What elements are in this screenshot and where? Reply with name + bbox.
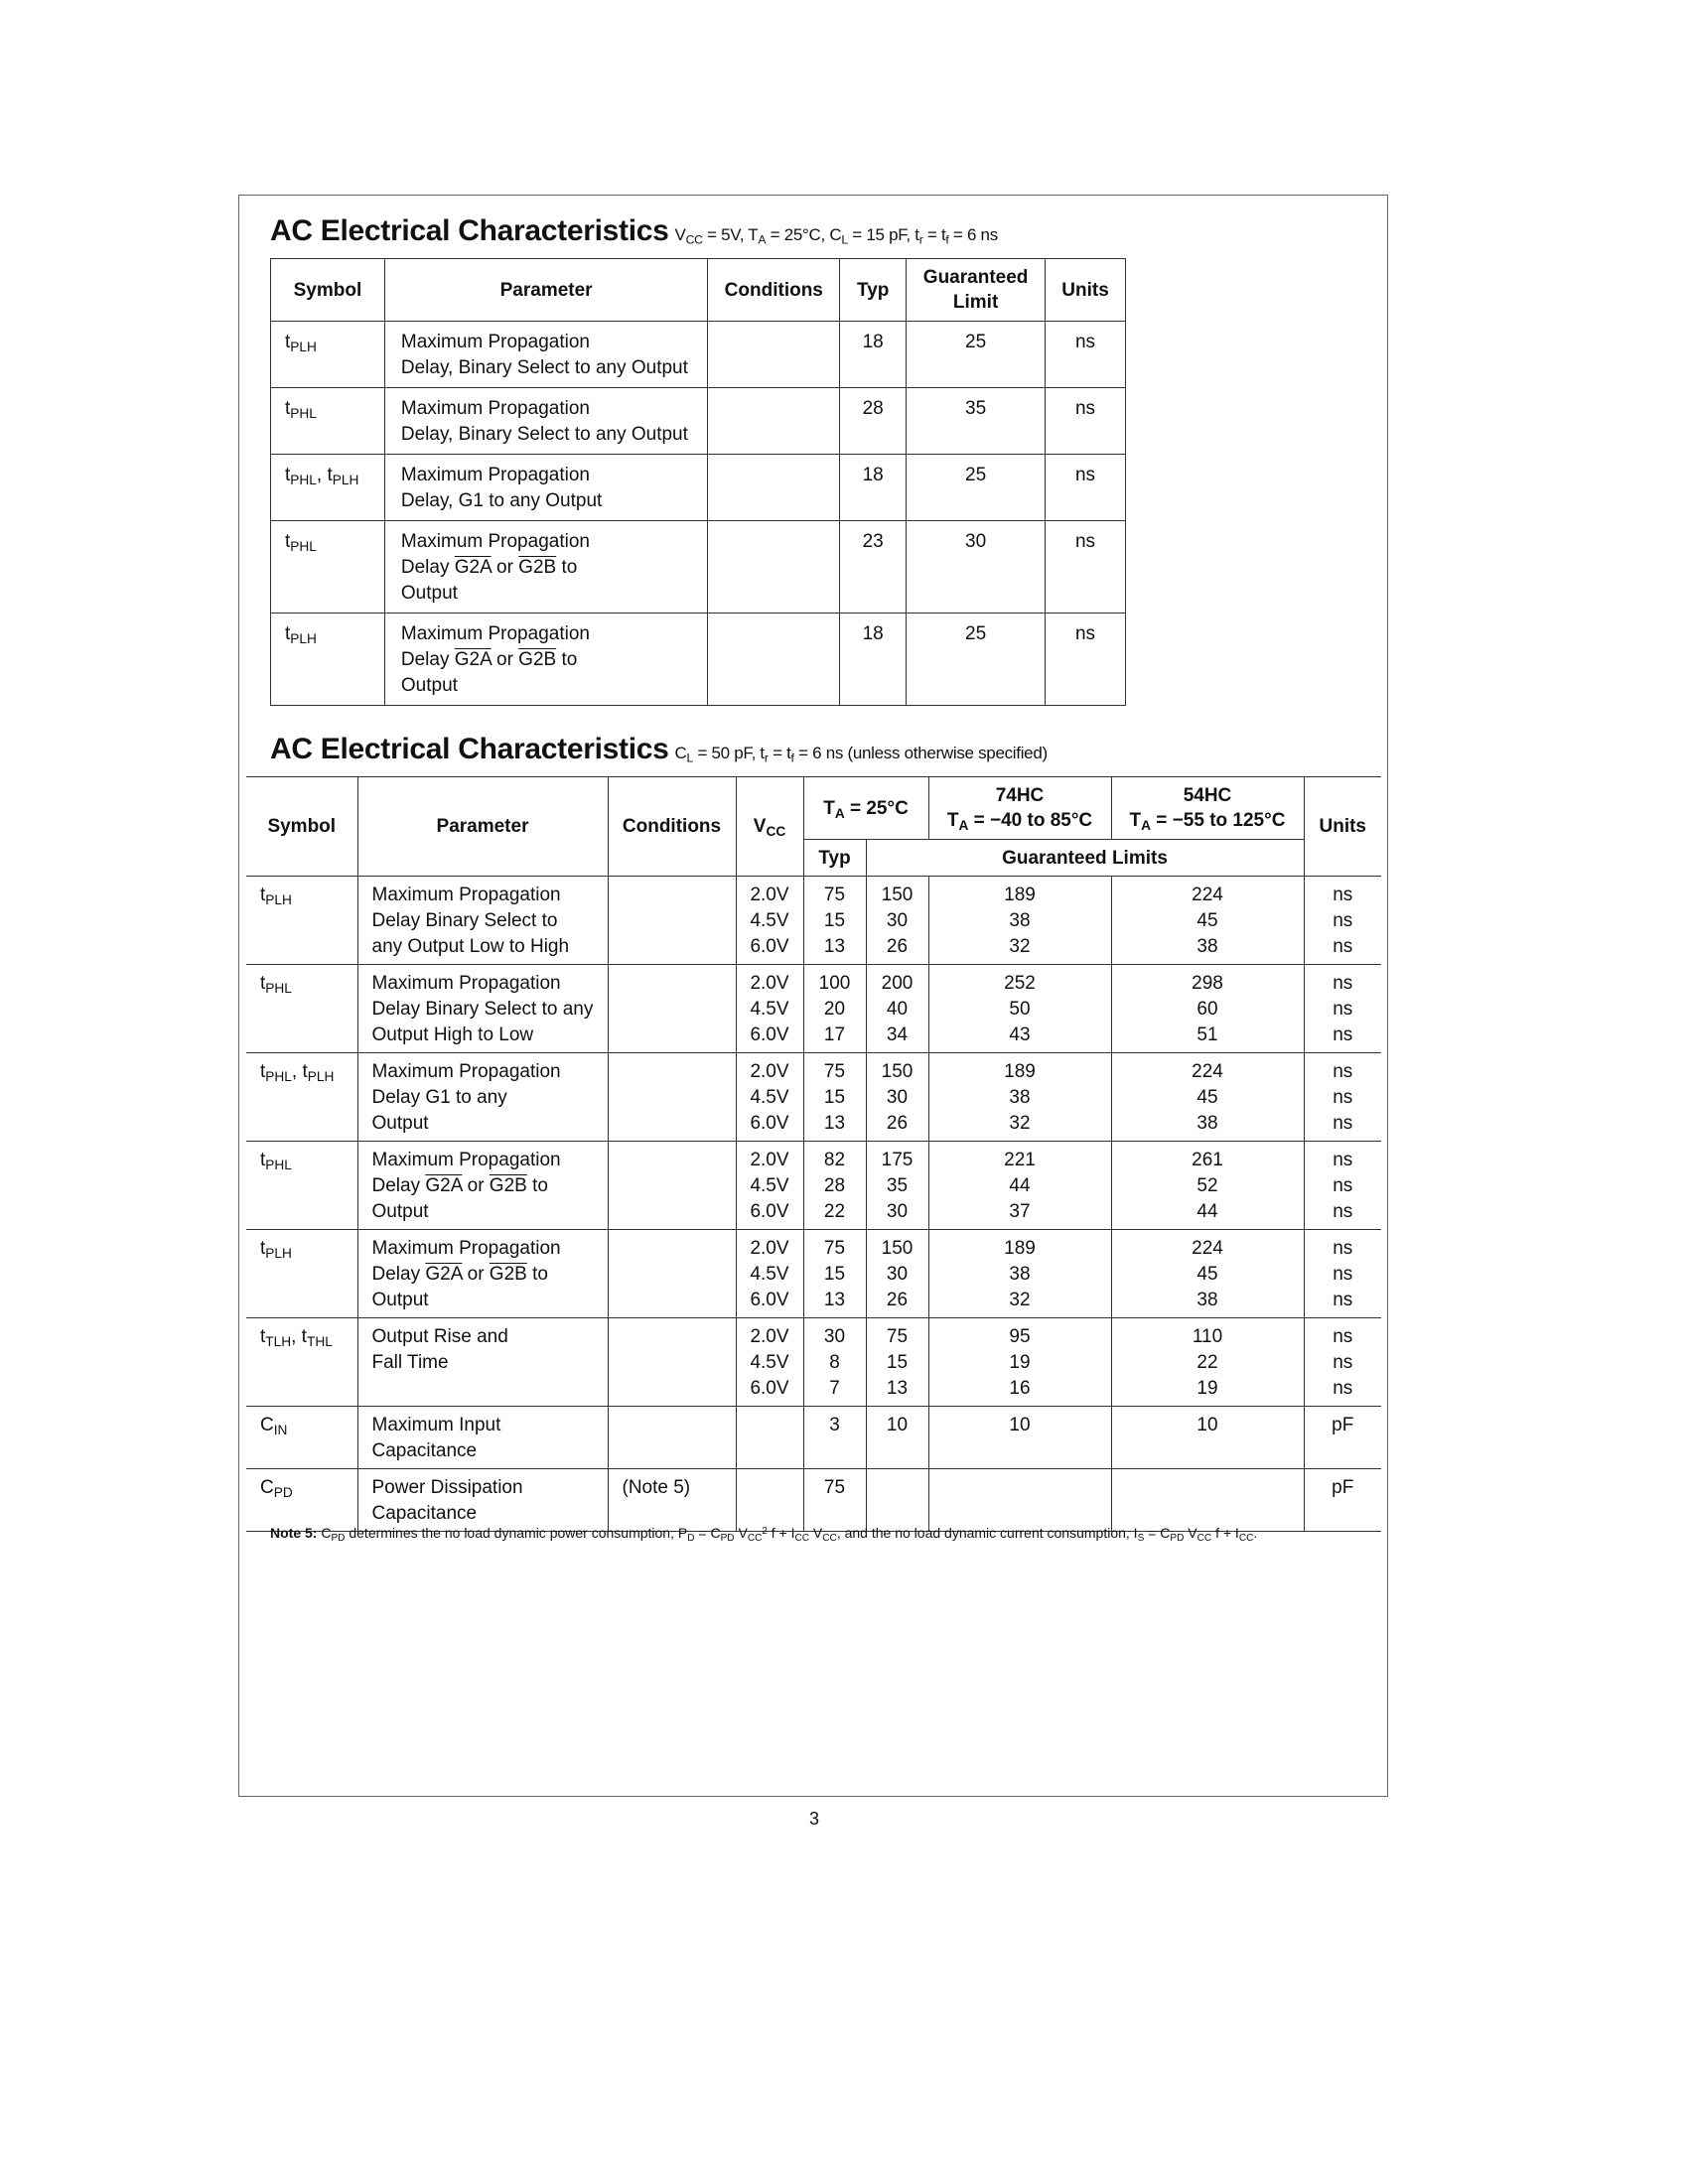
conditions-cell (608, 1230, 736, 1318)
ta25-limit-cell: 175 35 30 (866, 1142, 928, 1230)
symbol-cell: $t_{PHL}$ (246, 965, 357, 1053)
units-cell: ns (1046, 455, 1126, 521)
units-cell: ns (1046, 614, 1126, 706)
symbol-cell: $t_{PLH}$ (246, 1230, 357, 1318)
table-row (246, 1142, 1381, 1230)
typ-cell: 30 8 7 (803, 1318, 866, 1407)
parameter-cell: Maximum Input Capacitance (357, 1407, 608, 1469)
col-parameter: Parameter (357, 777, 608, 877)
ta25-limit-cell: 150 30 26 (866, 1230, 928, 1318)
conditions-cell (708, 521, 840, 614)
54hc-limit-cell: 10 (1111, 1407, 1304, 1469)
table-row (246, 1407, 1381, 1469)
limit-cell: 35 (907, 388, 1046, 455)
section-title-2: AC Electrical Characteristics $C_L = 50$ pF, $t_r = t_f = 6$ ns (unless otherwise specified) (270, 733, 1048, 765)
conditions-cell (608, 1053, 736, 1142)
conditions-cell (608, 965, 736, 1053)
symbol-cell: $t_{TLH}$, $t_{THL}$ (246, 1318, 357, 1407)
page-number: 3 (808, 1809, 819, 1829)
col-symbol: Symbol (246, 777, 357, 877)
typ-cell: 75 15 13 (803, 877, 866, 965)
table-header-row (271, 259, 1126, 322)
col-parameter: Parameter (384, 259, 707, 322)
typ-cell: 18 (840, 455, 907, 521)
parameter-cell: Maximum Propagation Delay G1 to any Output (357, 1053, 608, 1142)
footnote-note-5: Note 5: $C_{PD}$ determines the no load dynamic power consumption, $P_D = C_{PD}$ $V_{CC}^2$ $f + I_{CC}$ $V_{CC}$, and the no load dynamic current consumption, $I_S = C_{PD}$ $V_{CC}$ $f + I_{CC}$. (270, 1525, 1258, 1545)
col-typ: Typ (803, 840, 866, 877)
symbol-cell: $C_{PD}$ (246, 1469, 357, 1532)
table-row (271, 521, 1126, 614)
table-row (246, 1053, 1381, 1142)
parameter-cell: Output Rise and Fall Time (357, 1318, 608, 1407)
ta25-limit-cell (866, 1469, 928, 1532)
table-row (246, 1230, 1381, 1318)
symbol-cell: $C_{IN}$ (246, 1407, 357, 1469)
symbol-cell: $t_{PHL}$ (246, 1142, 357, 1230)
symbol-cell: $t_{PHL}$ (271, 521, 385, 614)
col-units: Units (1304, 777, 1381, 877)
typ-cell: 75 15 13 (803, 1230, 866, 1318)
74hc-limit-cell: 10 (928, 1407, 1111, 1469)
symbol-cell: $t_{PLH}$ (271, 614, 385, 706)
symbol-cell: $t_{PLH}$ (271, 322, 385, 388)
table-row (271, 388, 1126, 455)
parameter-cell: Power Dissipation Capacitance (357, 1469, 608, 1532)
vcc-cell: 2.0V 4.5V 6.0V (736, 965, 803, 1053)
table-row (271, 614, 1126, 706)
74hc-limit-cell: 221 44 37 (928, 1142, 1111, 1230)
54hc-limit-cell: 298 60 51 (1111, 965, 1304, 1053)
col-typ: Typ (840, 259, 907, 322)
ta25-limit-cell: 150 30 26 (866, 877, 928, 965)
typ-cell: 100 20 17 (803, 965, 866, 1053)
table-row (246, 1469, 1381, 1532)
limit-cell: 25 (907, 614, 1046, 706)
table-row (246, 1318, 1381, 1407)
units-cell: ns ns ns (1304, 1142, 1381, 1230)
conditions-cell: (Note 5) (608, 1469, 736, 1532)
table-row (271, 455, 1126, 521)
table-header-row (246, 777, 1381, 840)
parameter-cell: Maximum Propagation Delay G2A or G2B to Output (357, 1230, 608, 1318)
col-vcc: $V_{CC}$ (736, 777, 803, 877)
limit-cell: 30 (907, 521, 1046, 614)
74hc-limit-cell: 189 38 32 (928, 877, 1111, 965)
col-guaranteed-limits: Guaranteed Limits (866, 840, 1304, 877)
vcc-cell (736, 1469, 803, 1532)
ta25-limit-cell: 150 30 26 (866, 1053, 928, 1142)
vcc-cell: 2.0V 4.5V 6.0V (736, 1318, 803, 1407)
54hc-limit-cell: 110 22 19 (1111, 1318, 1304, 1407)
units-cell: ns ns ns (1304, 877, 1381, 965)
ac-characteristics-table-2 (246, 776, 1381, 1532)
conditions-cell (708, 455, 840, 521)
74hc-limit-cell: 95 19 16 (928, 1318, 1111, 1407)
typ-cell: 3 (803, 1407, 866, 1469)
conditions-cell (708, 614, 840, 706)
symbol-cell: $t_{PHL}$, $t_{PLH}$ (271, 455, 385, 521)
col-74hc: 74HC $T_A = -40$ to 85°C (928, 777, 1111, 840)
conditions-cell (708, 322, 840, 388)
ta25-limit-cell: 200 40 34 (866, 965, 928, 1053)
typ-cell: 75 15 13 (803, 1053, 866, 1142)
symbol-cell: $t_{PHL}$, $t_{PLH}$ (246, 1053, 357, 1142)
ta25-limit-cell: 10 (866, 1407, 928, 1469)
54hc-limit-cell: 224 45 38 (1111, 877, 1304, 965)
74hc-limit-cell (928, 1469, 1111, 1532)
typ-cell: 18 (840, 322, 907, 388)
typ-cell: 82 28 22 (803, 1142, 866, 1230)
units-cell: pF (1304, 1407, 1381, 1469)
typ-cell: 18 (840, 614, 907, 706)
74hc-limit-cell: 189 38 32 (928, 1053, 1111, 1142)
54hc-limit-cell: 224 45 38 (1111, 1230, 1304, 1318)
conditions-cell (608, 1407, 736, 1469)
units-cell: ns ns ns (1304, 965, 1381, 1053)
symbol-cell: $t_{PHL}$ (271, 388, 385, 455)
parameter-cell: Maximum Propagation Delay G2A or G2B to Output (357, 1142, 608, 1230)
parameter-cell: Maximum Propagation Delay G2A or G2B to Output (384, 521, 707, 614)
ta25-limit-cell: 75 15 13 (866, 1318, 928, 1407)
vcc-cell: 2.0V 4.5V 6.0V (736, 1053, 803, 1142)
conditions-cell (608, 1142, 736, 1230)
vcc-cell: 2.0V 4.5V 6.0V (736, 877, 803, 965)
54hc-limit-cell: 261 52 44 (1111, 1142, 1304, 1230)
units-cell: ns ns ns (1304, 1053, 1381, 1142)
conditions-cell (608, 877, 736, 965)
74hc-limit-cell: 189 38 32 (928, 1230, 1111, 1318)
parameter-cell: Maximum Propagation Delay Binary Select to any Output High to Low (357, 965, 608, 1053)
units-cell: ns ns ns (1304, 1230, 1381, 1318)
section-title-1: AC Electrical Characteristics $V_{CC} = 5V$, $T_A = 25^\circ C$, $C_L = 15$ pF, $t_r = t_f = 6$ ns (270, 214, 998, 247)
col-units: Units (1046, 259, 1126, 322)
section-1-conditions: $V_{CC} = 5V$, $T_A = 25^\circ C$, $C_L = 15$ pF, $t_r = t_f = 6$ ns (674, 225, 998, 247)
conditions-cell (708, 388, 840, 455)
parameter-cell: Maximum Propagation Delay Binary Select to any Output Low to High (357, 877, 608, 965)
col-ta-25c: $T_A = 25^\circ C$ (803, 777, 928, 840)
limit-cell: 25 (907, 455, 1046, 521)
col-symbol: Symbol (271, 259, 385, 322)
col-guaranteed-limit: Guaranteed Limit (907, 259, 1046, 322)
vcc-cell: 2.0V 4.5V 6.0V (736, 1142, 803, 1230)
parameter-cell: Maximum Propagation Delay G2A or G2B to Output (384, 614, 707, 706)
conditions-cell (608, 1318, 736, 1407)
parameter-cell: Maximum Propagation Delay, G1 to any Output (384, 455, 707, 521)
table-row (246, 877, 1381, 965)
col-54hc: 54HC $T_A = -55$ to 125°C (1111, 777, 1304, 840)
parameter-cell: Maximum Propagation Delay, Binary Select to any Output (384, 322, 707, 388)
limit-cell: 25 (907, 322, 1046, 388)
units-cell: ns ns ns (1304, 1318, 1381, 1407)
section-2-conditions: $C_L = 50$ pF, $t_r = t_f = 6$ ns (unless otherwise specified) (674, 744, 1048, 765)
74hc-limit-cell: 252 50 43 (928, 965, 1111, 1053)
table-row (271, 322, 1126, 388)
typ-cell: 28 (840, 388, 907, 455)
units-cell: pF (1304, 1469, 1381, 1532)
col-conditions: Conditions (608, 777, 736, 877)
54hc-limit-cell: 224 45 38 (1111, 1053, 1304, 1142)
vcc-cell: 2.0V 4.5V 6.0V (736, 1230, 803, 1318)
typ-cell: 23 (840, 521, 907, 614)
units-cell: ns (1046, 388, 1126, 455)
units-cell: ns (1046, 521, 1126, 614)
col-conditions: Conditions (708, 259, 840, 322)
ac-characteristics-table-1 (270, 258, 1126, 706)
vcc-cell (736, 1407, 803, 1469)
54hc-limit-cell (1111, 1469, 1304, 1532)
typ-cell: 75 (803, 1469, 866, 1532)
table-row (246, 965, 1381, 1053)
parameter-cell: Maximum Propagation Delay, Binary Select to any Output (384, 388, 707, 455)
symbol-cell: $t_{PLH}$ (246, 877, 357, 965)
units-cell: ns (1046, 322, 1126, 388)
